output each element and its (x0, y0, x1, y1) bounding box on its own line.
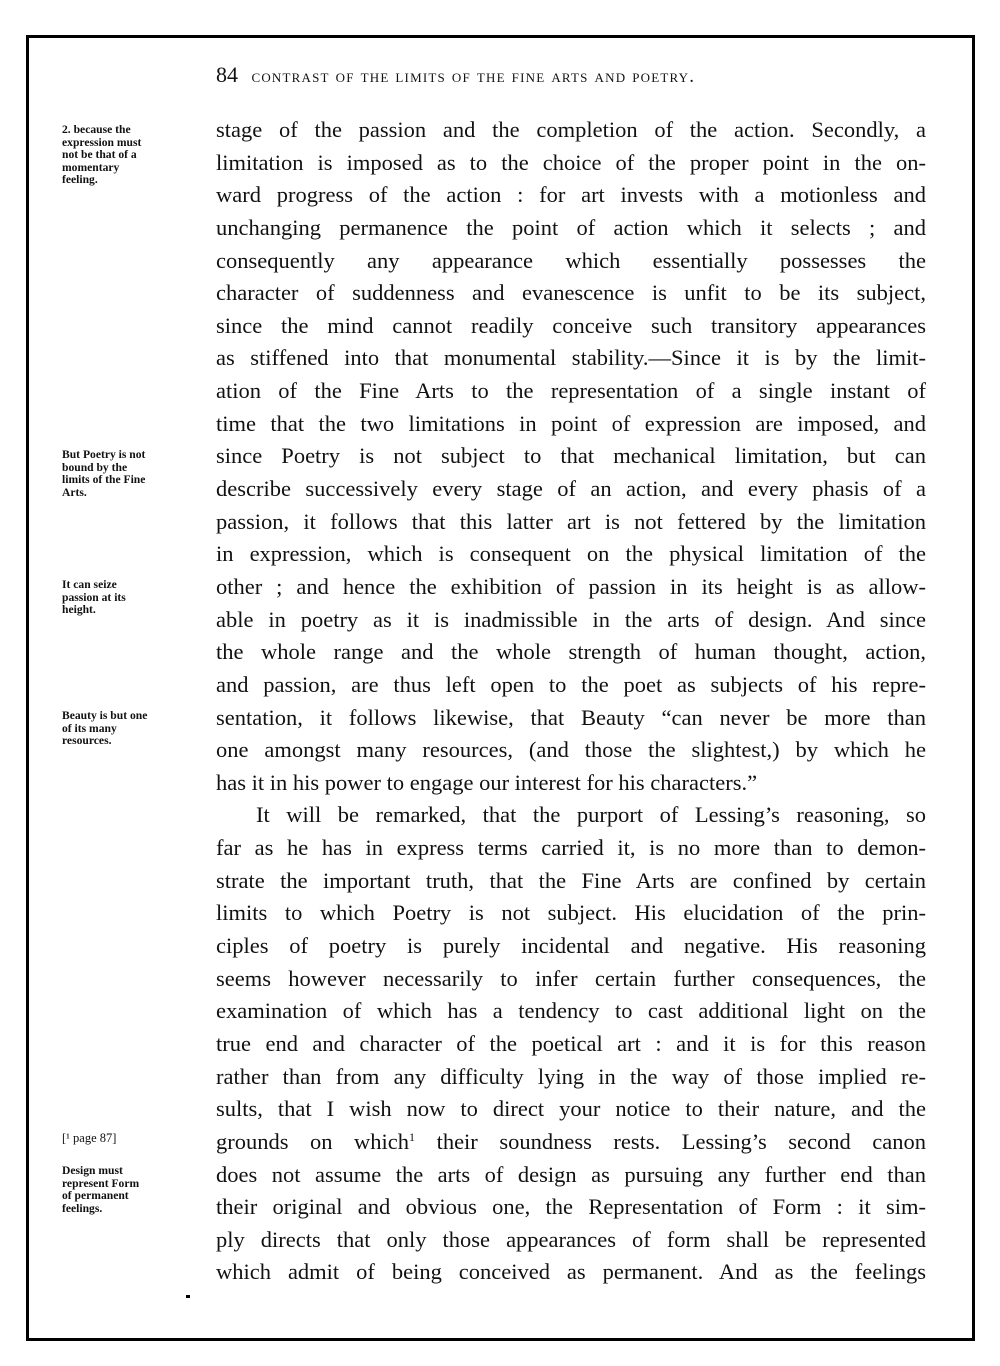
sidenote-expression-momentary (62, 124, 212, 187)
text-line: ation of the Fine Arts to the representation of a single instant of (216, 378, 926, 404)
sidenote-line: not be that of a (62, 148, 137, 161)
text-line: does not assume the arts of design as pursuing any further end than (216, 1161, 926, 1187)
sidenote-line: [¹ page 87] (62, 1131, 117, 1145)
sidenote-line: Design must (62, 1164, 123, 1177)
text-line: and passion, are thus left open to the poet as subjects of his repre- (216, 671, 926, 697)
text-line: strate the important truth, that the Fine Arts are confined by certain (216, 867, 926, 893)
text-line: the whole range and the whole strength of human thought, action, (216, 639, 926, 665)
page-number: 84 (216, 62, 238, 87)
sidenote-line: Beauty is but one (62, 709, 148, 722)
text-line: their original and obvious one, the Representation of Form : it sim- (216, 1194, 926, 1220)
sidenote-line: 2. because the (62, 123, 131, 136)
text-line: true end and character of the poetical art : and it is for this reason (216, 1030, 926, 1056)
footnote-marker: 1 (409, 1129, 416, 1144)
sidenote-design-form (62, 1165, 212, 1215)
text-line: time that the two limitations in point of expression are imposed, and (216, 410, 926, 436)
text-line: which admit of being conceived as permanent. And as the feelings (216, 1259, 926, 1285)
sidenote-seize-passion (62, 579, 212, 617)
sidenote-line: of its many (62, 721, 117, 735)
text-fragment: their soundness rests. Lessing’s second canon (415, 1128, 926, 1154)
sidenote-line: momentary (62, 160, 120, 174)
paragraph-start-line: It will be remarked, that the purport of Lessing’s reasoning, so (256, 802, 926, 828)
body-text (216, 114, 926, 1289)
sidenote-poetry-not-bound (62, 449, 212, 499)
sidenote-line: feeling. (62, 173, 98, 186)
text-line: has it in his power to engage our interest for his characters.” (216, 769, 758, 795)
text-line: ply directs that only those appearances of form shall be represented (216, 1226, 926, 1252)
text-line: stage of the passion and the completion of the action. Secondly, a (216, 117, 926, 142)
text-line: limitation is imposed as to the choice of the proper point in the on- (216, 149, 926, 175)
text-line: passion, it follows that this latter art is not fettered by the limitation (216, 508, 926, 534)
sidenote-line: Arts. (62, 485, 87, 499)
text-line: sults, that I wish now to direct your notice to their nature, and the (216, 1096, 926, 1122)
scan-speck (186, 1295, 190, 1298)
text-line: able in poetry as it is inadmissible in the arts of design. And since (216, 606, 926, 632)
text-line: ciples of poetry is purely incidental and negative. His reasoning (216, 933, 926, 959)
sidenote-line: expression must (62, 135, 142, 149)
sidenote-line: of permanent (62, 1189, 129, 1202)
text-line-with-footnote (216, 1126, 926, 1159)
text-line: in expression, which is consequent on the physical limitation of the (216, 541, 926, 567)
text-line: other ; and hence the exhibition of passion in its height is as allow- (216, 573, 926, 599)
text-line: ward progress of the action : for art invests with a motionless and (216, 182, 926, 208)
text-line: consequently any appearance which essentially possesses the (216, 247, 926, 273)
text-line: since Poetry is not subject to that mechanical limitation, but can (216, 443, 926, 469)
text-line: rather than from any difficulty lying in the way of those implied re- (216, 1063, 926, 1089)
text-line: limits to which Poetry is not subject. His elucidation of the prin- (216, 900, 926, 926)
running-head (216, 62, 926, 88)
text-line: one amongst many resources, (and those the slightest,) by which he (216, 737, 926, 763)
sidenote-line: It can seize (62, 578, 117, 591)
text-fragment: grounds on which (216, 1128, 410, 1154)
sidenote-line: But Poetry is not (62, 448, 146, 461)
text-line: far as he has in express terms carried it, is no more than to demon- (216, 835, 926, 861)
sidenote-beauty-resource (62, 710, 212, 748)
text-line: character of suddenness and evanescence is unfit to be its subject, (216, 280, 926, 306)
sidenote-line: height. (62, 603, 96, 616)
text-line: unchanging permanence the point of action which it selects ; and (216, 214, 926, 240)
text-line: describe successively every stage of an action, and every phasis of a (216, 476, 926, 502)
sidenote-line: bound by the (62, 460, 128, 474)
running-title: contrast of the limits of the fine arts and poetry. (251, 66, 696, 87)
sidenote-page-ref (62, 1132, 212, 1145)
text-line: sentation, it follows likewise, that Beauty “can never be more than (216, 704, 926, 730)
sidenote-line: resources. (62, 734, 112, 747)
sidenote-line: limits of the Fine (62, 473, 146, 486)
sidenote-line: passion at its (62, 590, 126, 604)
sidenote-line: represent Form (62, 1176, 140, 1190)
text-line: seems however necessarily to infer certain further consequences, the (216, 965, 926, 991)
text-line: as stiffened into that monumental stability.—Since it is by the limit- (216, 345, 926, 371)
sidenote-line: feelings. (62, 1201, 103, 1215)
text-line: since the mind cannot readily conceive such transitory appearances (216, 312, 926, 338)
text-line: examination of which has a tendency to cast additional light on the (216, 998, 926, 1024)
